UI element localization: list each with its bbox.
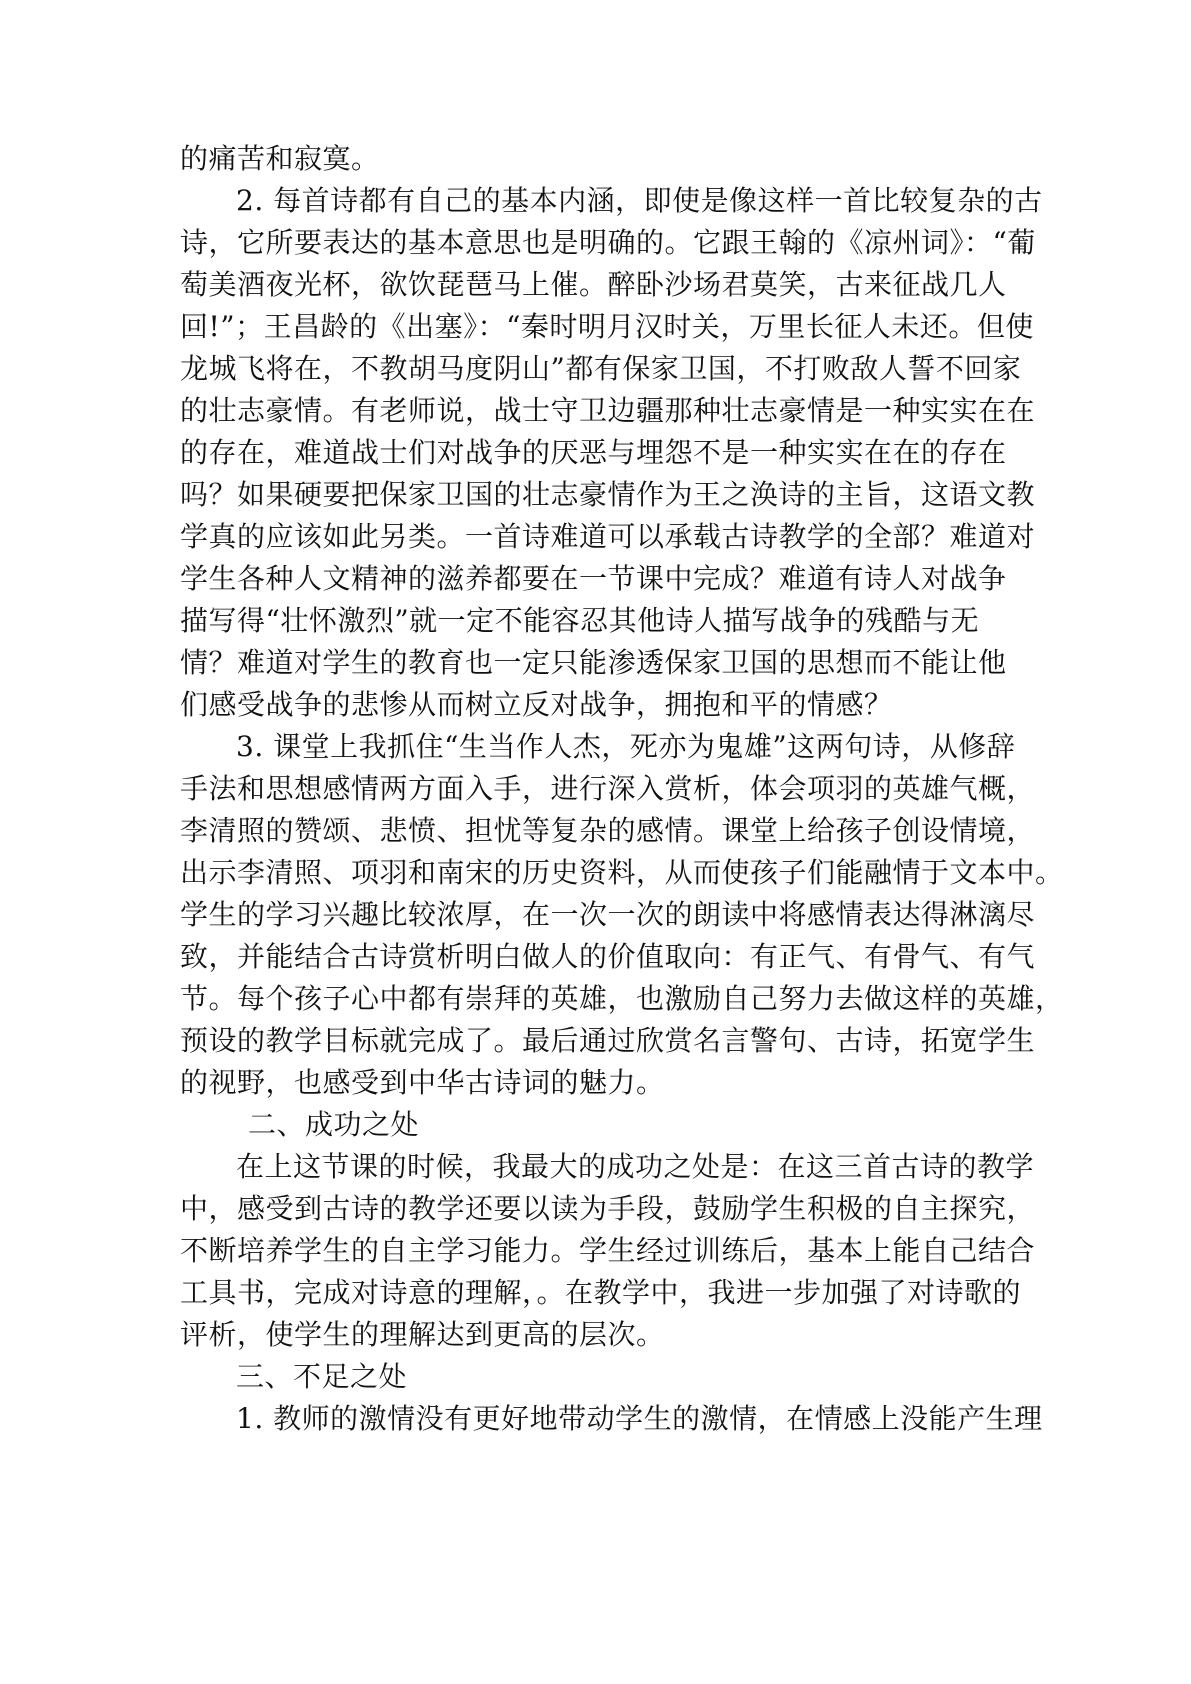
text-line: 手法和思想感情两方面入手，进行深入赏析，体会项羽的英雄气概， [180, 772, 1036, 805]
numbered-paragraph-3: 3. 课堂上我抓住“生当作人杰，死亦为鬼雄”这两句诗，从修辞 [236, 730, 1016, 763]
text-line: 预设的教学目标就完成了。最后通过欣赏名言警句、古诗，拓宽学生 [180, 1024, 1036, 1057]
text-line: 诗，它所要表达的基本意思也是明确的。它跟王翰的《凉州词》：“葡 [180, 226, 1036, 259]
text-line: 学生的学习兴趣比较浓厚，在一次一次的朗读中将感情表达得淋漓尽 [180, 898, 1036, 931]
document-page [180, 138, 1064, 1440]
text-line: 不断培养学生的自主学习能力。学生经过训练后，基本上能自己结合 [180, 1234, 1036, 1267]
text-line: 出示李清照、项羽和南宋的历史资料，从而使孩子们能融情于文本中。 [180, 856, 1064, 889]
text-line: 致，并能结合古诗赏析明白做人的价值取向：有正气、有骨气、有气 [180, 940, 1036, 973]
text-line: 吗？如果硬要把保家卫国的壮志豪情作为王之涣诗的主旨，这语文教 [180, 478, 1036, 511]
text-line: 节。每个孩子心中都有崇拜的英雄，也激励自己努力去做这样的英雄， [180, 982, 1064, 1015]
text-line: 描写得“壮怀激烈”就一定不能容忍其他诗人描写战争的残酷与无 [180, 604, 980, 637]
numbered-paragraph-1: 1. 教师的激情没有更好地带动学生的激情，在情感上没能产生理 [236, 1402, 1043, 1435]
text-line: 情？难道对学生的教育也一定只能渗透保家卫国的思想而不能让他 [180, 646, 1007, 679]
text-line: 们感受战争的悲惨从而树立反对战争，拥抱和平的情感？ [180, 688, 893, 721]
section-heading-shortcomings: 三、不足之处 [236, 1360, 408, 1393]
text-line: 的壮志豪情。有老师说，战士守卫边疆那种壮志豪情是一种实实在在 [180, 394, 1036, 427]
text-line: 萄美酒夜光杯，欲饮琵琶马上催。醉卧沙场君莫笑，古来征战几人 [180, 268, 1007, 301]
text-line: 学真的应该如此另类。一首诗难道可以承载古诗教学的全部？难道对 [180, 520, 1036, 553]
text-line: 在上这节课的时候，我最大的成功之处是：在这三首古诗的教学 [236, 1150, 1035, 1183]
text-line: 回!”；王昌龄的《出塞》：“秦时明月汉时关，万里长征人未还。但使 [180, 310, 1034, 343]
numbered-paragraph-2: 2. 每首诗都有自己的基本内涵，即使是像这样一首比较复杂的古 [236, 184, 1043, 217]
text-line: 中，感受到古诗的教学还要以读为手段，鼓励学生积极的自主探究， [180, 1192, 1036, 1225]
text-line: 的存在，难道战士们对战争的厌恶与埋怨不是一种实实在在的存在 [180, 436, 1007, 469]
text-line: 的视野，也感受到中华古诗词的魅力。 [180, 1066, 665, 1099]
text-line: 龙城飞将在，不教胡马度阴山”都有保家卫国，不打败敌人誓不回家 [180, 352, 1022, 385]
text-line: 工具书，完成对诗意的理解，。在教学中，我进一步加强了对诗歌的 [180, 1276, 1022, 1309]
text-line: 学生各种人文精神的滋养都要在一节课中完成？难道有诗人对战争 [180, 562, 1007, 595]
text-line: 评析，使学生的理解达到更高的层次。 [180, 1318, 665, 1351]
text-line: 的痛苦和寂寞。 [180, 142, 380, 175]
section-heading-success: 二、成功之处 [248, 1108, 420, 1141]
text-line: 李清照的赞颂、悲愤、担忧等复杂的感情。课堂上给孩子创设情境， [180, 814, 1036, 847]
